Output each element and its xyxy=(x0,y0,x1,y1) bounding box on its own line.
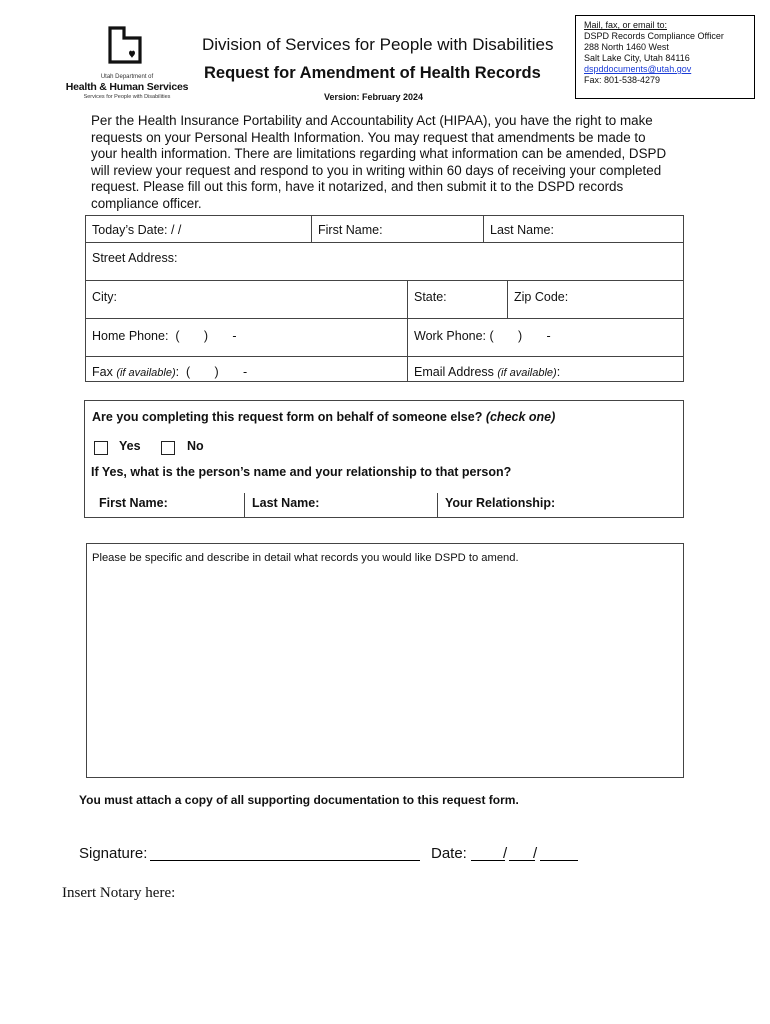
no-label: No xyxy=(187,439,204,453)
date-separator: / xyxy=(503,845,508,862)
behalf-last-name-label: Last Name: xyxy=(252,496,320,510)
email-address-label xyxy=(414,365,560,379)
logo-line-2: Health & Human Services xyxy=(65,81,189,93)
form-version: Version: February 2024 xyxy=(324,92,424,102)
notary-label: Insert Notary here: xyxy=(62,885,176,901)
mail-line-3: Salt Lake City, Utah 84116 xyxy=(584,53,690,63)
on-behalf-question-text: Are you completing this request form on behalf of someone else? xyxy=(92,410,486,424)
city-label: City: xyxy=(92,290,117,304)
fax-label-text: Fax xyxy=(92,365,117,379)
logo-line-3: Services for People with Disabilities xyxy=(83,94,171,100)
date-separator: / xyxy=(533,845,538,862)
division-name: Division of Services for People with Disabilities xyxy=(202,35,554,54)
street-address-label: Street Address: xyxy=(92,251,178,265)
todays-date-label: Today’s Date: / / xyxy=(92,223,182,237)
last-name-label: Last Name: xyxy=(490,223,554,237)
email-address-field[interactable] xyxy=(407,356,683,382)
behalf-last-name-field[interactable] xyxy=(245,491,438,518)
intro-line: your health information. There are limitations regarding what information can be amended, DSPD xyxy=(91,146,667,162)
date-month-line[interactable] xyxy=(471,860,505,861)
intro-line: requests on your Personal Health Information. You may request that amendments be made to xyxy=(91,129,646,145)
personal-info-table xyxy=(85,215,684,382)
first-name-field[interactable] xyxy=(311,216,484,242)
if-yes-question: If Yes, what is the person’s name and your relationship to that person? xyxy=(91,465,512,479)
date-day-line[interactable] xyxy=(509,860,535,861)
work-phone-field[interactable] xyxy=(407,318,683,356)
intro-line: compliance officer. xyxy=(91,195,202,211)
attachment-notice: You must attach a copy of all supporting documentation to this request form. xyxy=(79,793,519,807)
yes-label: Yes xyxy=(119,439,141,453)
zip-code-label: Zip Code: xyxy=(514,290,569,304)
zip-code-field[interactable] xyxy=(507,280,683,318)
intro-line: Per the Health Insurance Portability and Accountability Act (HIPAA), you have the right to make xyxy=(91,113,653,128)
email-link[interactable]: dspddocuments@utah.gov xyxy=(584,64,692,74)
email-label-text: Email Address xyxy=(414,365,498,379)
street-address-field[interactable] xyxy=(86,242,683,280)
behalf-first-name-label: First Name: xyxy=(99,496,168,510)
email-label-rest: : xyxy=(556,365,561,379)
description-prompt: Please be specific and describe in detail what records you would like DSPD to amend. xyxy=(92,552,519,564)
fax-label-note: (if available) xyxy=(116,367,176,379)
column-divider xyxy=(437,493,438,518)
fax-field[interactable] xyxy=(86,356,408,382)
relationship-label: Your Relationship: xyxy=(445,496,556,510)
signature-line[interactable] xyxy=(150,860,420,861)
on-behalf-question xyxy=(92,410,555,424)
records-description-box[interactable] xyxy=(86,543,684,778)
utah-state-outline-icon xyxy=(107,26,145,66)
mail-line-2: 288 North 1460 West xyxy=(584,42,669,52)
yes-checkbox[interactable] xyxy=(94,441,108,455)
state-label: State: xyxy=(414,290,447,304)
logo-line-1: Utah Department of xyxy=(100,74,154,80)
last-name-field[interactable] xyxy=(483,216,683,242)
on-behalf-section xyxy=(84,400,684,518)
mail-instructions-box xyxy=(575,15,755,99)
signature-label: Signature: xyxy=(79,845,148,862)
no-checkbox[interactable] xyxy=(161,441,175,455)
form-title: Request for Amendment of Health Records xyxy=(204,64,541,82)
home-phone-field[interactable] xyxy=(86,318,408,356)
todays-date-field[interactable] xyxy=(86,216,312,242)
fax-label-rest: : ( ) - xyxy=(175,365,248,379)
on-behalf-question-note: (check one) xyxy=(485,410,556,424)
first-name-label: First Name: xyxy=(318,223,383,237)
fax-label xyxy=(92,365,247,379)
intro-line: request. Please fill out this form, have it notarized, and then submit it to the DSPD records xyxy=(91,179,624,195)
state-field[interactable] xyxy=(407,280,508,318)
date-year-line[interactable] xyxy=(540,860,578,861)
mail-heading: Mail, fax, or email to: xyxy=(584,20,668,30)
fax-number: Fax: 801-538-4279 xyxy=(584,75,661,85)
intro-paragraph xyxy=(91,113,691,213)
date-label: Date: xyxy=(431,845,467,862)
mail-line-1: DSPD Records Compliance Officer xyxy=(584,31,724,41)
home-phone-label: Home Phone: ( ) - xyxy=(92,329,237,343)
city-field[interactable] xyxy=(86,280,408,318)
dhhs-logo xyxy=(62,22,192,104)
email-label-note: (if available) xyxy=(497,367,557,379)
intro-line: will review your request and respond to you in writing within 60 days of receiving your completed xyxy=(91,162,662,178)
work-phone-label: Work Phone: ( ) - xyxy=(414,329,551,343)
